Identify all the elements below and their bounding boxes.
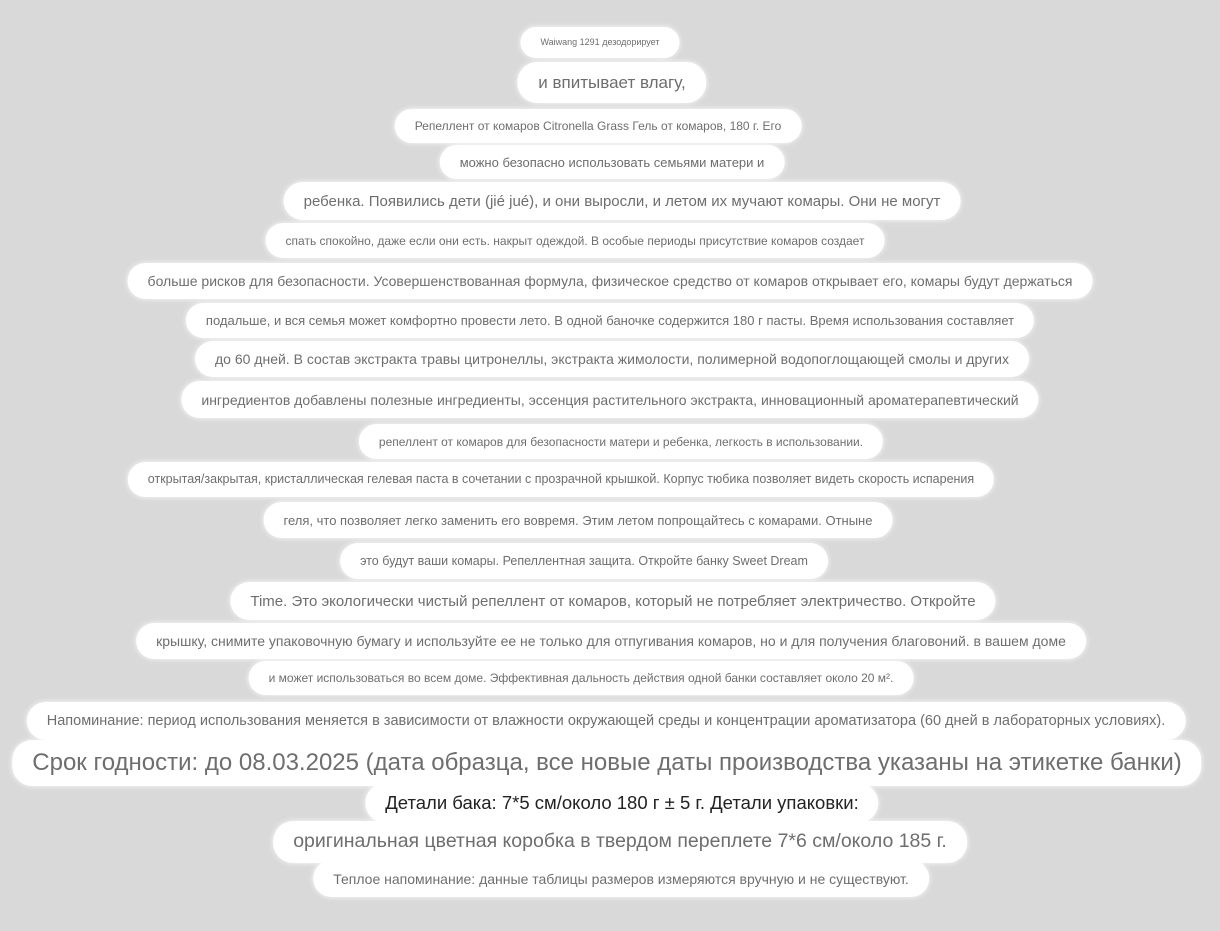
text-line-10: ингредиентов добавлены полезные ингредиенты, эссенция растительного экстракта, инновационный ароматерапевтический bbox=[181, 381, 1038, 418]
size-reminder: Теплое напоминание: данные таблицы размеров измеряются вручную и не существуют. bbox=[313, 860, 929, 897]
text-line-4: можно безопасно использовать семьями матери и bbox=[440, 145, 785, 179]
text-line-14: это будут ваши комары. Репеллентная защита. Откройте банку Sweet Dream bbox=[340, 543, 828, 579]
text-line-17: и может использоваться во всем доме. Эффективная дальность действия одной банки составляет около 20 м². bbox=[249, 661, 914, 695]
text-line-1: Waiwang 1291 дезодорирует bbox=[520, 27, 679, 58]
tank-details: Детали бака: 7*5 см/около 180 г ± 5 г. Детали упаковки: bbox=[365, 783, 878, 823]
text-line-15: Time. Это экологически чистый репеллент от комаров, который не потребляет электричество. Откройте bbox=[230, 582, 995, 620]
text-line-8: подальше, и вся семья может комфортно провести лето. В одной баночке содержится 180 г пасты. Время использования составляет bbox=[186, 303, 1034, 338]
text-line-5: ребенка. Появились дети (jié jué), и они выросли, и летом их мучают комары. Они не могут bbox=[284, 182, 961, 220]
usage-reminder: Напоминание: период использования меняется в зависимости от влажности окружающей среды и концентрации ароматизатора (60 дней в лабораторных условиях). bbox=[27, 702, 1186, 740]
text-line-2: и впитывает влагу, bbox=[517, 62, 706, 103]
text-line-9: до 60 дней. В состав экстракта травы цитронеллы, экстракта жимолости, полимерной водопоглощающей смолы и других bbox=[195, 341, 1029, 377]
text-line-7: больше рисков для безопасности. Усовершенствованная формула, физическое средство от комаров открывает его, комары будут держаться bbox=[128, 263, 1093, 299]
text-line-16: крышку, снимите упаковочную бумагу и используйте ее не только для отпугивания комаров, но и для получения благовоний. в вашем доме bbox=[136, 623, 1086, 659]
packaging-details: оригинальная цветная коробка в твердом переплете 7*6 см/около 185 г. bbox=[273, 821, 967, 863]
text-line-11: репеллент от комаров для безопасности матери и ребенка, легкость в использовании. bbox=[359, 424, 883, 459]
text-line-6: спать спокойно, даже если они есть. накрыт одеждой. В особые периоды присутствие комаров создает bbox=[266, 223, 885, 258]
text-line-3: Репеллент от комаров Citronella Grass Гель от комаров, 180 г. Его bbox=[395, 109, 802, 143]
shelf-life: Срок годности: до 08.03.2025 (дата образца, все новые даты производства указаны на этикетке банки) bbox=[12, 740, 1201, 786]
text-line-12: открытая/закрытая, кристаллическая гелевая паста в сочетании с прозрачной крышкой. Корпус тюбика позволяет видеть скорость испарения bbox=[128, 462, 994, 497]
text-line-13: геля, что позволяет легко заменить его вовремя. Этим летом попрощайтесь с комарами. Отныне bbox=[264, 502, 893, 538]
